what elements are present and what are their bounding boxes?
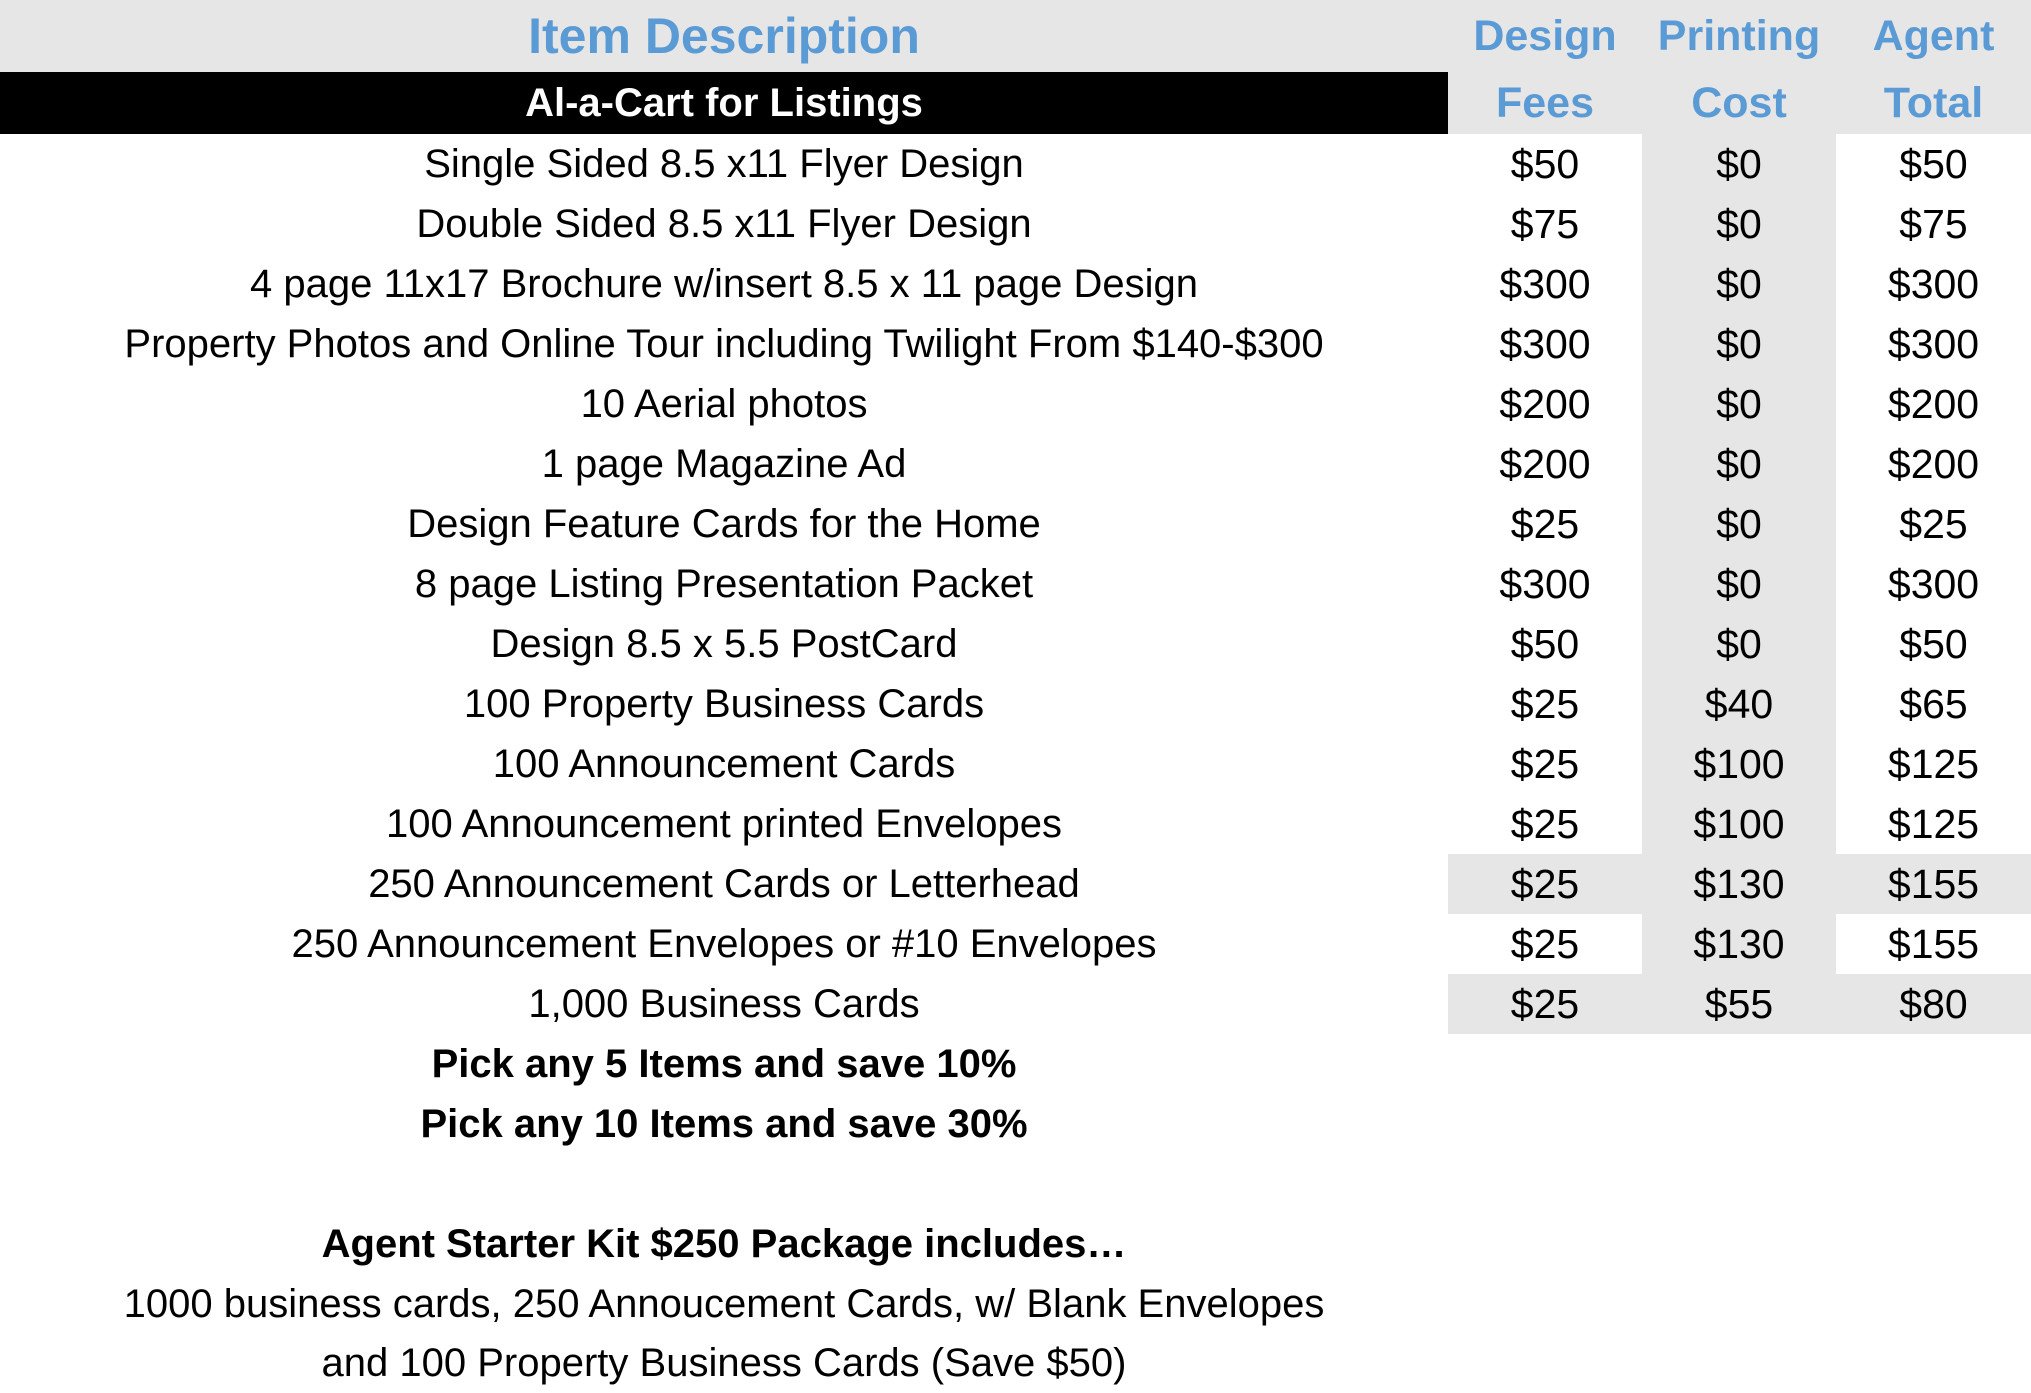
row-agent-total: $65 [1899,680,1968,727]
row-printing-cost: $0 [1642,314,1836,374]
row-agent-total: $155 [1887,920,1980,967]
offer-10-items: Pick any 10 Items and save 30% [420,1102,1028,1146]
row-printing-cost: $100 [1642,734,1836,794]
al-a-cart-subheader: Al-a-Cart for Listings [0,72,1448,134]
row-description: 10 Aerial photos [580,382,868,426]
row-agent-total: $75 [1899,200,1968,247]
row-description: Double Sided 8.5 x11 Flyer Design [416,202,1032,246]
row-description: Design 8.5 x 5.5 PostCard [490,622,958,666]
design-fees-header-line1: Design [1473,11,1617,60]
row-design-fee: $300 [1499,320,1591,367]
row-agent-total: $50 [1899,620,1968,667]
row-design-fee: $25 [1510,740,1580,787]
row-description: 1 page Magazine Ad [541,442,907,486]
row-description: 100 Announcement Cards [492,742,956,786]
row-description: 250 Announcement Cards or Letterhead [368,862,1080,906]
row-printing-cost: $0 [1642,194,1836,254]
printing-cost-header-line1: Printing [1657,11,1821,60]
item-description-title: Item Description [528,8,920,64]
row-printing-cost: $55 [1642,974,1836,1034]
row-description: 100 Announcement printed Envelopes [385,802,1063,846]
row-description: 4 page 11x17 Brochure w/insert 8.5 x 11 page Design [249,262,1198,306]
row-design-fee: $25 [1510,920,1580,967]
row-printing-cost: $100 [1642,794,1836,854]
starter-kit-title: Agent Starter Kit $250 Package includes… [321,1222,1127,1266]
row-agent-total: $125 [1887,740,1980,787]
row-design-fee: $25 [1448,854,1642,914]
row-design-fee: $50 [1510,140,1580,187]
row-printing-cost: $0 [1642,494,1836,554]
row-design-fee: $75 [1510,200,1580,247]
row-agent-total: $80 [1836,974,2031,1034]
row-printing-cost: $0 [1642,434,1836,494]
row-agent-total: $300 [1887,560,1980,607]
row-printing-cost: $0 [1642,254,1836,314]
row-design-fee: $300 [1499,260,1591,307]
row-agent-total: $155 [1836,854,2031,914]
row-printing-cost: $0 [1642,554,1836,614]
row-description: Design Feature Cards for the Home [407,502,1041,546]
row-design-fee: $25 [1448,974,1642,1034]
row-agent-total: $50 [1899,140,1968,187]
row-agent-total: $300 [1887,320,1980,367]
starter-kit-line2: and 100 Property Business Cards (Save $50) [321,1341,1127,1385]
row-design-fee: $200 [1499,440,1591,487]
row-description: Single Sided 8.5 x11 Flyer Design [424,142,1024,186]
row-printing-cost: $0 [1642,374,1836,434]
row-design-fee: $25 [1510,680,1580,727]
row-printing-cost: $130 [1642,854,1836,914]
row-printing-cost: $0 [1642,134,1836,194]
row-printing-cost: $40 [1642,674,1836,734]
row-description: 100 Property Business Cards [463,682,985,726]
row-printing-cost: $0 [1642,614,1836,674]
row-design-fee: $25 [1510,500,1580,547]
row-agent-total: $200 [1887,380,1980,427]
offer-5-items: Pick any 5 Items and save 10% [431,1042,1017,1086]
row-design-fee: $25 [1510,800,1580,847]
row-agent-total: $300 [1887,260,1980,307]
row-description: 250 Announcement Envelopes or #10 Envelopes [291,922,1157,966]
agent-total-header-line1: Agent [1872,11,1995,60]
row-design-fee: $50 [1510,620,1580,667]
design-fees-header-line2: Fees [1495,78,1594,127]
agent-total-header-line2: Total [1883,78,1984,127]
row-agent-total: $125 [1887,800,1980,847]
row-printing-cost: $130 [1642,914,1836,974]
row-agent-total: $200 [1887,440,1980,487]
row-description: Property Photos and Online Tour including Twilight From $140-$300 [124,322,1324,366]
printing-cost-header-line2: Cost [1691,78,1787,127]
row-design-fee: $200 [1499,380,1591,427]
row-description: 8 page Listing Presentation Packet [414,562,1034,606]
row-design-fee: $300 [1499,560,1591,607]
row-description: 1,000 Business Cards [528,982,920,1026]
starter-kit-line1: 1000 business cards, 250 Annoucement Cards, w/ Blank Envelopes [123,1282,1325,1326]
row-agent-total: $25 [1899,500,1968,547]
